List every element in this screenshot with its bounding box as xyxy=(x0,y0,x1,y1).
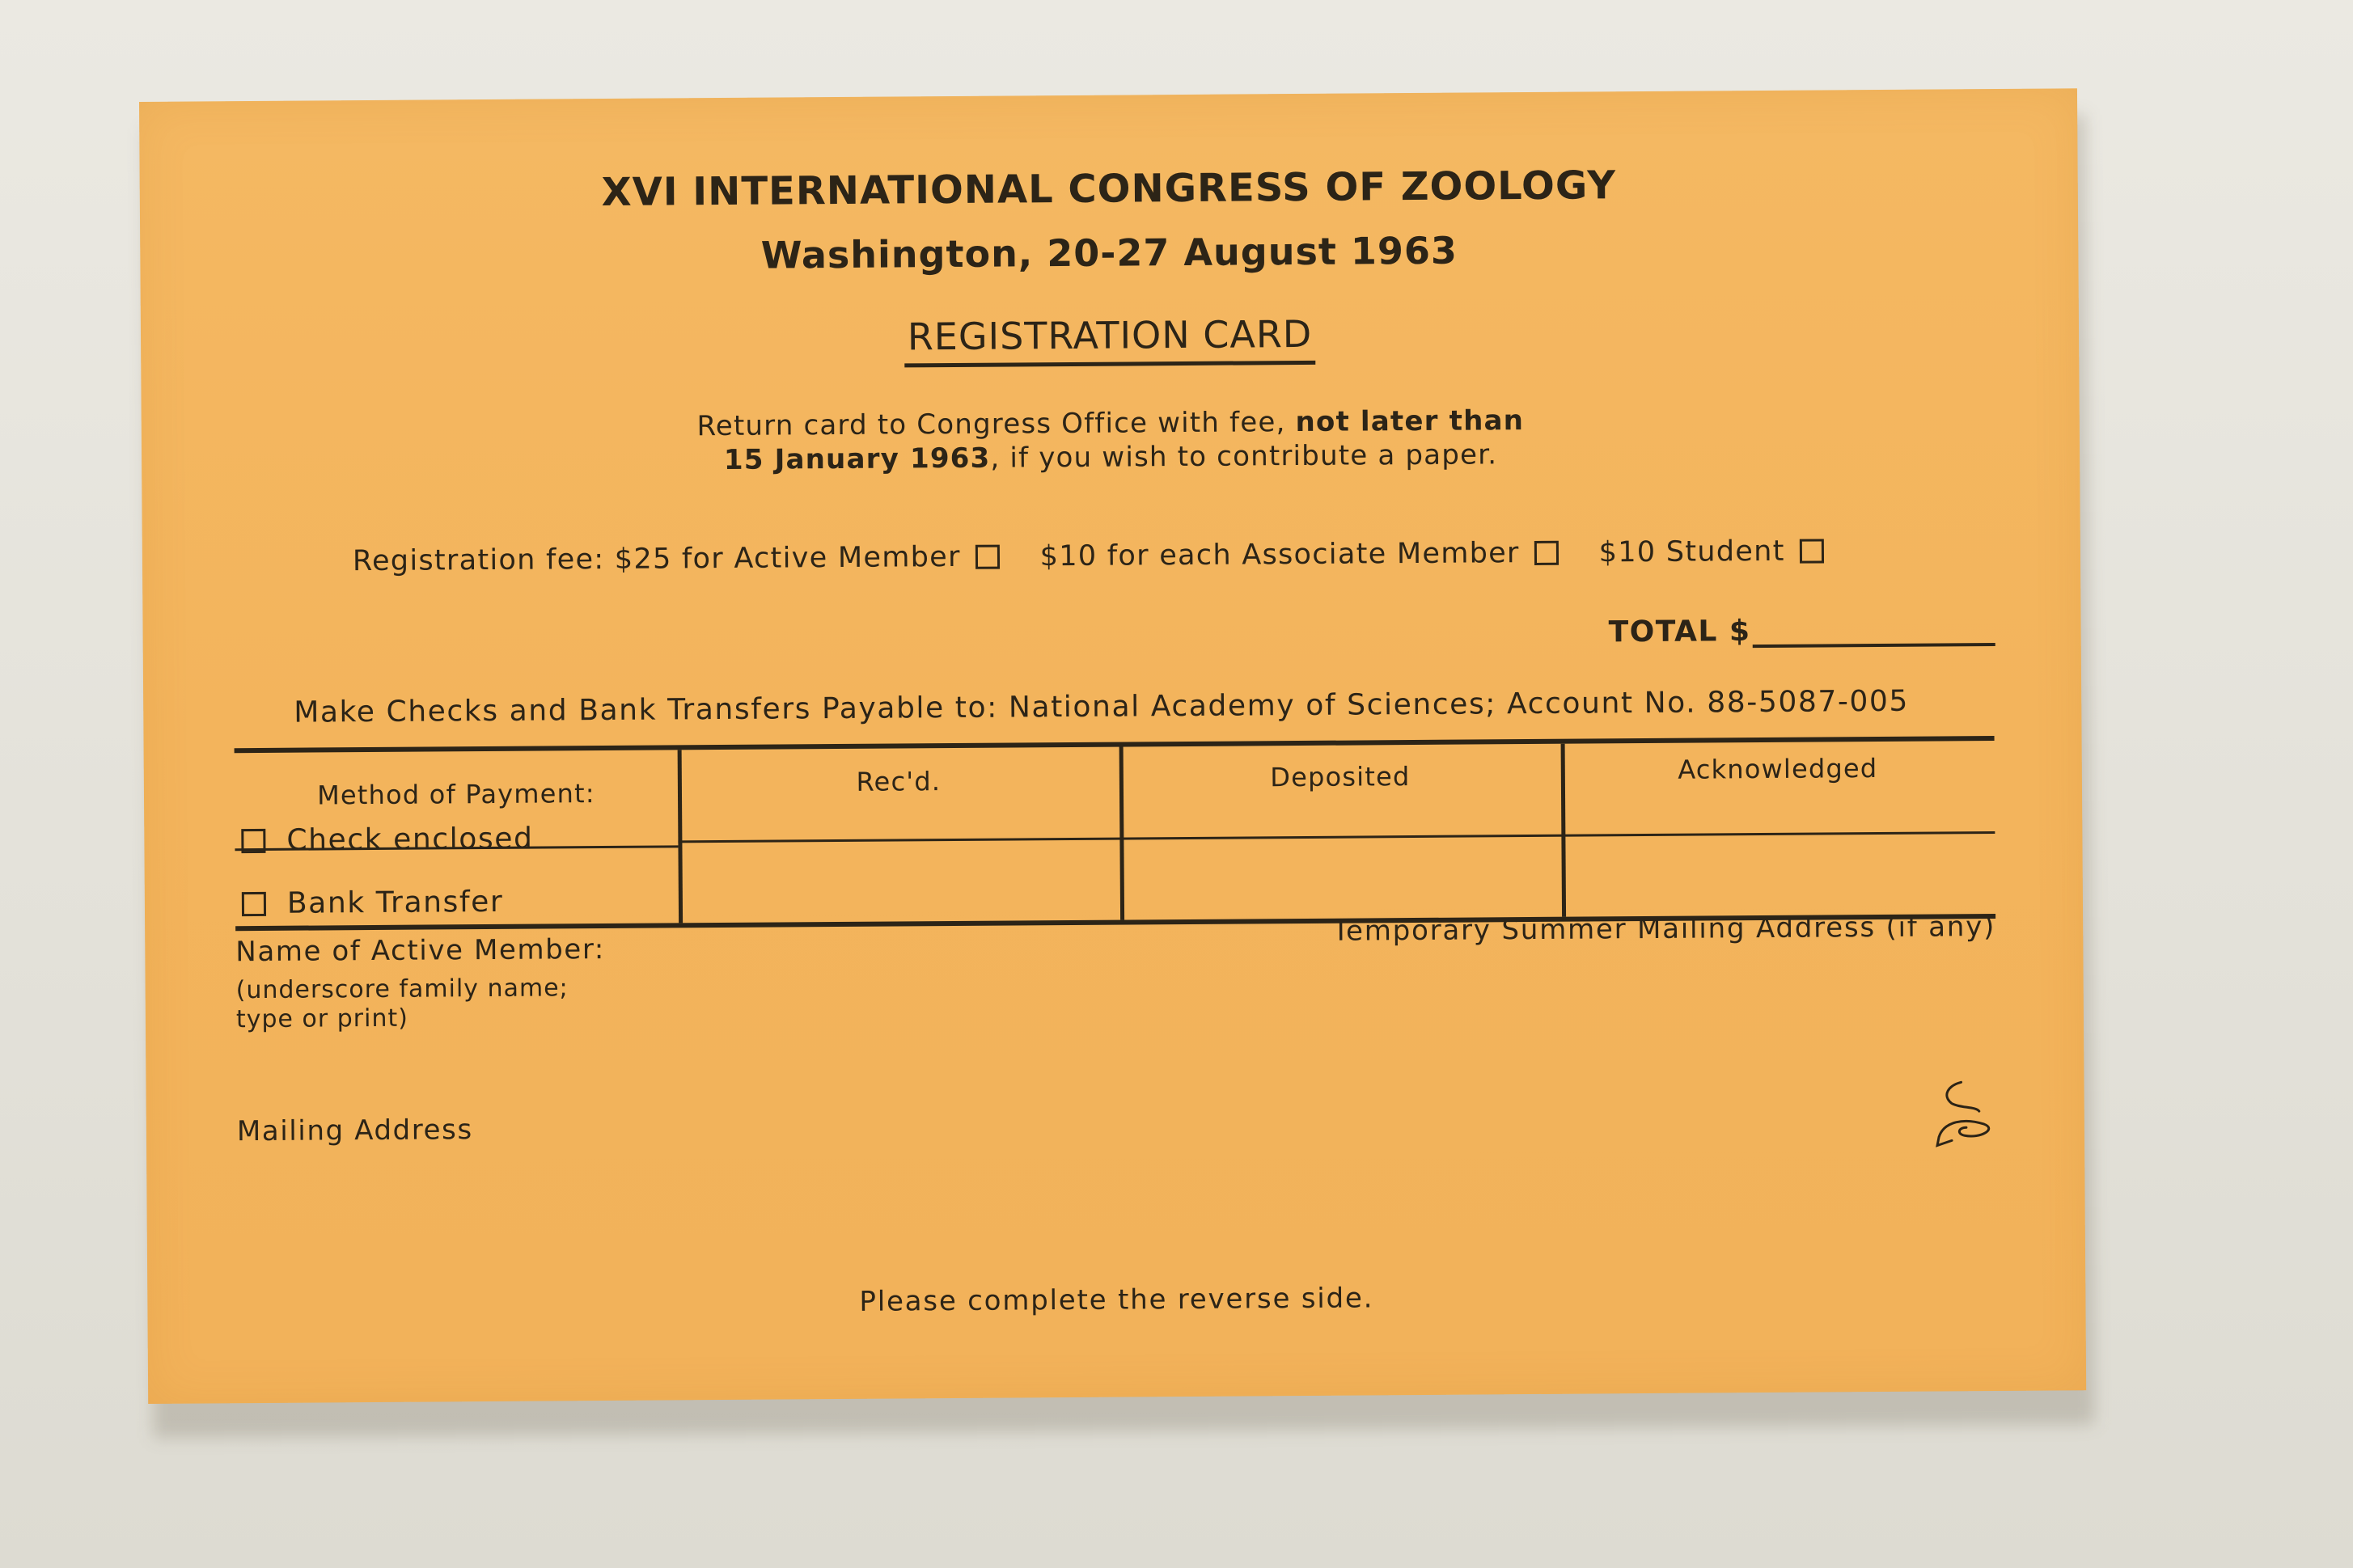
header-recd: Rec'd. xyxy=(856,766,942,797)
bank-transfer-label: Bank Transfer xyxy=(286,885,504,920)
fee-associate-checkbox[interactable] xyxy=(1534,541,1559,565)
total-field xyxy=(1608,613,1995,649)
instructions-deadline-2: 15 January 1963 xyxy=(723,442,991,476)
header-method-of-payment: Method of Payment: xyxy=(317,778,595,811)
fee-active-checkbox[interactable] xyxy=(975,545,1000,569)
fee-student-label: $10 Student xyxy=(1598,535,1785,569)
check-enclosed-label: Check enclosed xyxy=(286,822,534,857)
option-check-enclosed xyxy=(241,822,533,858)
mailing-address-label: Mailing Address xyxy=(236,1114,473,1148)
card-heading xyxy=(141,306,2079,373)
total-blank-line[interactable] xyxy=(1752,622,1995,648)
instructions-text-1: Return card to Congress Office with fee, xyxy=(696,406,1296,443)
fee-student xyxy=(1599,535,1824,568)
card-heading-text: REGISTRATION CARD xyxy=(904,312,1316,368)
instructions-deadline-1: not later than xyxy=(1295,404,1525,439)
active-member-name-label: Name of Active Member: xyxy=(235,933,606,969)
instructions-text-2: , if you wish to contribute a paper. xyxy=(990,438,1498,475)
congress-location-date: Washington, 20-27 August 1963 xyxy=(760,228,1458,277)
payment-table xyxy=(235,736,1996,931)
fee-active xyxy=(353,541,1000,578)
registration-card xyxy=(139,88,2086,1404)
fee-active-label: Registration fee: $25 for Active Member xyxy=(352,540,961,578)
header-acknowledged: Acknowledged xyxy=(1678,753,1878,785)
table-row-divider xyxy=(678,831,1995,843)
option-bank-transfer xyxy=(242,885,504,920)
congress-title: XVI INTERNATIONAL CONGRESS OF ZOOLOGY xyxy=(601,163,1617,216)
temporary-address-label: Temporary Summer Mailing Address (if any) xyxy=(1332,911,1996,948)
bank-transfer-checkbox[interactable] xyxy=(242,891,266,915)
fee-student-checkbox[interactable] xyxy=(1800,539,1824,563)
fee-associate-label: $10 for each Associate Member xyxy=(1039,537,1520,573)
check-enclosed-checkbox[interactable] xyxy=(241,828,265,852)
total-label: TOTAL $ xyxy=(1608,615,1751,649)
header-deposited: Deposited xyxy=(1270,761,1411,793)
fee-associate xyxy=(1040,537,1559,573)
registration-fee-row xyxy=(353,535,1824,577)
payable-instructions: Make Checks and Bank Transfers Payable to: National Academy of Sciences; Account No. 88-5087-005 xyxy=(294,684,1910,729)
active-member-name-note: (underscore family name; type or print) xyxy=(235,974,569,1034)
handwritten-mark xyxy=(1919,1071,2008,1160)
reverse-side-note: Please complete the reverse side. xyxy=(859,1282,1374,1318)
